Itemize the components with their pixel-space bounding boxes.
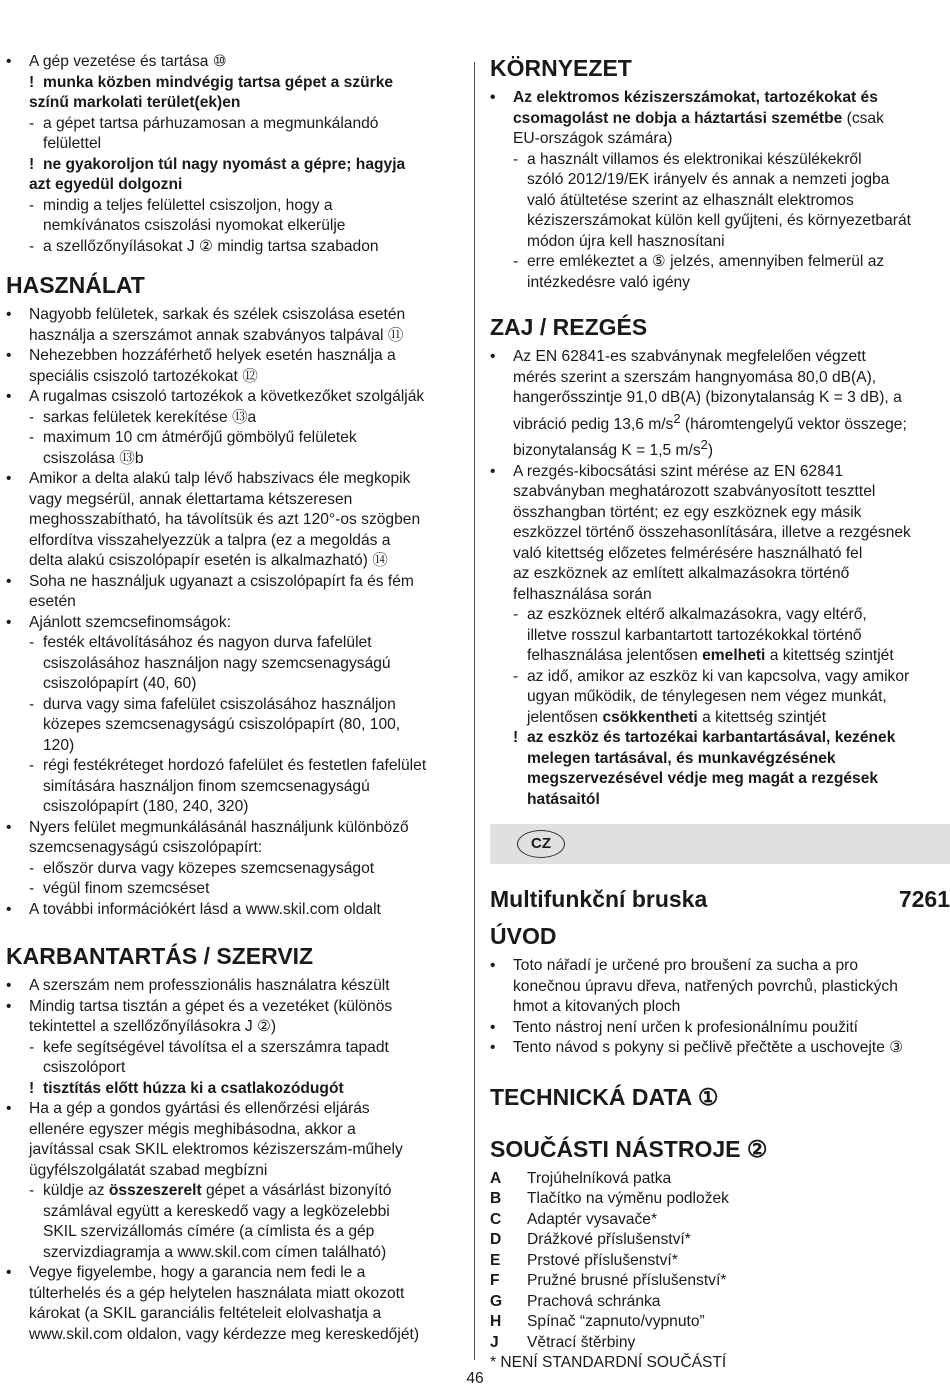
text-line: nemkívánatos csiszolási nyomokat elkerülje xyxy=(43,217,346,234)
usage-list xyxy=(6,305,461,920)
text-line: javítással csak SKIL elektromos kéziszerszám-műhely xyxy=(29,1141,403,1158)
text-line: ! munka közben mindvégig tartsa gépet a szürke xyxy=(29,73,394,91)
text-line: • Soha ne használjuk ugyanazt a csiszolópapírt fa és fém xyxy=(6,572,461,593)
text-line: • A szerszám nem professzionális használatra készült xyxy=(6,976,461,997)
text-line: jelentősen csökkentheti a kitettség szintjét xyxy=(527,708,827,726)
text-line: - a szellőzőnyílásokat J ② mindig tartsa szabadon xyxy=(29,237,379,255)
section-title-uvod: ÚVOD xyxy=(490,923,557,950)
text-line: csiszolópapírt (180, 240, 320) xyxy=(43,798,249,815)
parts-list xyxy=(490,1169,950,1354)
text-line: • Ajánlott szemcsefinomságok: xyxy=(6,613,461,634)
text-line: 120) xyxy=(43,736,75,754)
text-line: • Nagyobb felületek, sarkak és szélek csiszolása esetén xyxy=(6,305,461,326)
text-line: ! tisztítás előtt húzza ki a csatlakozódugót xyxy=(29,1079,344,1097)
text-line: - festék eltávolításához és nagyon durva fafelület xyxy=(29,634,372,651)
text-line: túlterhelés és a gép helytelen használata miatt okozott xyxy=(29,1284,405,1302)
text-line: színű markolati terület(ek)en xyxy=(29,94,241,111)
text-line: ügyfélszolgálatát szabad megbízni xyxy=(29,1161,268,1179)
text-line: szóló 2012/19/EK irányelv és annak a nemzeti jogba xyxy=(527,171,890,188)
text-line: csiszolóport xyxy=(43,1059,126,1076)
text-line: hangerősszintje 91,0 dB(A) (bizonytalanság K = 3 dB), a xyxy=(513,389,902,406)
text-line: károkat (a SKIL garanciális feltételeit elolvashatja a xyxy=(29,1305,382,1322)
text-line: tekintettel a szellőzőnyílásokra J ②) xyxy=(29,1018,277,1035)
text-line: • Amikor a delta alakú talp lévő habszivacs éle megkopik xyxy=(6,469,461,490)
text-line: ellenére egyszer mégis meghibásodna, akkor a xyxy=(29,1120,356,1138)
text-line: megszervezésével védje meg magát a rezgések xyxy=(527,770,879,788)
text-line: • Nyers felület megmunkálásánál használjunk különböző xyxy=(6,818,461,839)
text-line: SKIL szervizállomás címére (a címlista és a gép xyxy=(43,1223,375,1240)
text-line: - durva vagy sima fafelület csiszolásához használjon xyxy=(29,695,396,713)
text-line: való kitettség előzetes felmérésére használható fel xyxy=(513,544,863,562)
text-line: - sarkas felületek kerekítése ⑬a xyxy=(29,408,257,426)
text-line: • Tento návod s pokyny si pečlivě přečtěte a uschovejte ③ xyxy=(490,1038,950,1059)
guidance-list xyxy=(6,52,461,257)
text-line: felhasználása során xyxy=(513,585,652,603)
text-line: ! ne gyakoroljon túl nagy nyomást a gépre; hagyja xyxy=(29,155,406,173)
text-line: speciális csiszoló tartozékokat ⑫ xyxy=(29,367,258,385)
text-line: • Tento nástroj není určen k profesionálnímu použití xyxy=(490,1018,950,1039)
text-line: • A rugalmas csiszoló tartozékok a következőket szolgálják xyxy=(6,387,461,408)
text-line: illetve rosszul karbantartott tartozékokkal történő xyxy=(527,626,862,644)
text-line: - erre emlékeztet a ⑤ jelzés, amennyiben felmerül az xyxy=(513,253,885,270)
text-line: eszközzel történő összehasonlítására, illetve a rezgésnek xyxy=(513,524,911,542)
text-line: szervizdiagramja a www.skil.com címen található) xyxy=(43,1243,387,1261)
noise-vibration-list xyxy=(490,347,950,810)
text-line: módon újra kell hasznosítani xyxy=(527,232,725,250)
text-line: - a használt villamos és elektronikai készülékekről xyxy=(513,150,862,168)
section-title-karbantartas: KARBANTARTÁS / SZERVIZ xyxy=(6,943,314,969)
text-line: - az eszköznek eltérő alkalmazásokra, vagy eltérő, xyxy=(513,606,867,624)
part-item: A Trojúhelníková patka xyxy=(490,1169,672,1187)
text-line: - az idő, amikor az eszköz ki van kapcsolva, vagy amikor xyxy=(513,667,910,685)
text-line: ugyan működik, de ténylegesen nem végez munkát, xyxy=(527,688,887,706)
text-line: használja a szerszámot annak szabványos talpával ⑪ xyxy=(29,326,404,344)
text-line: • Nehezebben hozzáférhető helyek esetén használja a xyxy=(6,346,461,367)
intro-list xyxy=(490,956,950,1059)
text-line: felhasználása jelentősen emelheti a kitettség szintjét xyxy=(527,647,894,665)
text-line: elfordítva visszahelyezzük a talpra (ez a megoldás a xyxy=(29,531,391,549)
text-line: • Ha a gép a gondos gyártási és ellenőrzési eljárás xyxy=(6,1099,461,1120)
section-title-parts: SOUČÁSTI NÁSTROJE ② xyxy=(490,1135,768,1162)
right-column xyxy=(490,52,950,1374)
column-divider xyxy=(474,62,475,1360)
text-line: • A gép vezetése és tartása ⑩ xyxy=(6,52,461,73)
text-line: delta alakú csiszolópapír esetén is alkalmazható) ⑭ xyxy=(29,552,388,569)
language-badge: CZ xyxy=(517,830,565,858)
text-line: • Az EN 62841-es szabványnak megfelelően végzett xyxy=(490,347,950,368)
text-line: számlával együtt a kereskedő vagy a legközelebbi xyxy=(43,1202,390,1220)
part-item: C Adaptér vysavače* xyxy=(490,1210,658,1228)
environment-list xyxy=(490,88,950,293)
product-title-row xyxy=(490,884,950,914)
language-bar xyxy=(490,824,950,864)
text-line: közepes szemcsenagyságú csiszolópapírt (80, 100, xyxy=(43,716,401,733)
text-line: - kefe segítségével távolítsa el a szerszámra tapadt xyxy=(29,1038,389,1056)
text-line: - először durva vagy közepes szemcsenagyságot xyxy=(29,859,375,877)
text-line: összhangban történt; ez egy eszköznek egy másik xyxy=(513,503,862,521)
text-line: az eszköznek az említett alkalmazásokra történő xyxy=(513,565,850,583)
text-line: - régi festékréteget hordozó fafelület és festetlen fafelület xyxy=(29,757,427,774)
text-line: - a gépet tartsa párhuzamosan a megmunkálandó xyxy=(29,114,379,132)
text-line: www.skil.com oldalon, vagy kérdezze meg kereskedőjét) xyxy=(29,1325,420,1343)
text-line: simítására használjon finom szemcsenagyságú xyxy=(43,777,370,795)
text-line: csiszolása ⑬b xyxy=(43,449,144,467)
text-line: vibráció pedig 13,6 $m/s^2$ (háromtengelyű vektor összege; xyxy=(513,410,907,433)
text-line: • A rezgés-kibocsátási szint mérése az EN 62841 xyxy=(490,462,950,483)
product-title: Multifunkční bruska xyxy=(490,886,708,913)
text-line: - mindig a teljes felülettel csiszoljon, hogy a xyxy=(29,196,333,214)
section-title-hasznalat: HASZNÁLAT xyxy=(6,272,145,298)
part-item: H Spínač “zapnuto/vypnuto” xyxy=(490,1313,705,1331)
part-item: J Větrací štěrbiny xyxy=(490,1333,636,1351)
part-item: B Tlačítko na výměnu podložek xyxy=(490,1190,729,1208)
maintenance-list xyxy=(6,976,461,1345)
text-line: hatásaitól xyxy=(527,790,600,808)
text-line: azt egyedül dolgozni xyxy=(29,176,183,193)
text-line: • Toto nářadí je určené pro broušení za sucha a pro xyxy=(490,956,950,977)
text-line: - maximum 10 cm átmérőjű gömbölyű felületek xyxy=(29,429,357,446)
part-item: D Drážkové příslušenství* xyxy=(490,1231,691,1249)
text-line: felülettel xyxy=(43,135,102,152)
text-line: • Mindig tartsa tisztán a gépet és a vezetéket (különös xyxy=(6,997,461,1018)
text-line: vagy megsérül, annak élettartama kétszeresen xyxy=(29,490,353,508)
text-line: csiszolásához használjon nagy szemcsenagyságú xyxy=(43,654,391,672)
text-line: szabványban meghatározott szabványosított teszttel xyxy=(513,483,876,501)
text-line: • A további információkért lásd a www.skil.com oldalt xyxy=(6,900,461,921)
text-line: • Vegye figyelembe, hogy a garancia nem fedi le a xyxy=(6,1263,461,1284)
page-number: 46 xyxy=(466,1370,484,1387)
text-line: - végül finom szemcséset xyxy=(29,880,210,897)
text-line: való átültetése szerint az elhasznált elektromos xyxy=(527,191,854,209)
left-column xyxy=(6,52,461,1345)
section-title-zaj: ZAJ / REZGÉS xyxy=(490,314,648,340)
text-line: • Az elektromos kéziszerszámokat, tartozékokat és xyxy=(490,88,950,109)
part-item: E Prstové příslušenství* xyxy=(490,1251,678,1269)
text-line: EU-országok számára) xyxy=(513,130,673,147)
text-line: hmot a kitovaných ploch xyxy=(513,998,681,1016)
part-item: G Prachová schránka xyxy=(490,1292,661,1310)
section-title-tech: TECHNICKÁ DATA ① xyxy=(490,1083,719,1110)
text-line: csiszolópapírt (40, 60) xyxy=(43,675,197,692)
text-line: csomagolást ne dobja a háztartási szemétbe (csak xyxy=(513,109,884,127)
text-line: kéziszerszámokat külön kell gyűjteni, és környezetbarát xyxy=(527,212,911,229)
text-line: ! az eszköz és tartozékai karbantartásával, kezének xyxy=(513,729,896,747)
text-line: esetén xyxy=(29,593,76,610)
text-line: intézkedésre való igény xyxy=(527,273,690,291)
product-number: 7261 xyxy=(898,886,950,913)
text-line: bizonytalanság K = 1,5 $m/s^2$) xyxy=(513,437,714,460)
part-item: F Pružné brusné příslušenství* xyxy=(490,1272,727,1290)
text-line: melegen tartásával, és munkavégzésének xyxy=(527,749,836,767)
parts-note: * NENÍ STANDARDNÍ SOUČÁSTÍ xyxy=(490,1354,727,1372)
text-line: - küldje az összeszerelt gépet a vásárlást bizonyító xyxy=(29,1182,392,1199)
section-title-kornyezet: KÖRNYEZET xyxy=(490,55,632,81)
text-line: meghosszabítható, ha távolítsük és azt 120°-os szögben xyxy=(29,511,421,528)
text-line: mérés szerint a szerszám hangnyomása 80,0 dB(A), xyxy=(513,368,877,386)
text-line: konečnou úpravu dřeva, natřených povrchů, plastických xyxy=(513,977,898,995)
text-line: szemcsenagyságú csiszolópapírt: xyxy=(29,839,263,856)
